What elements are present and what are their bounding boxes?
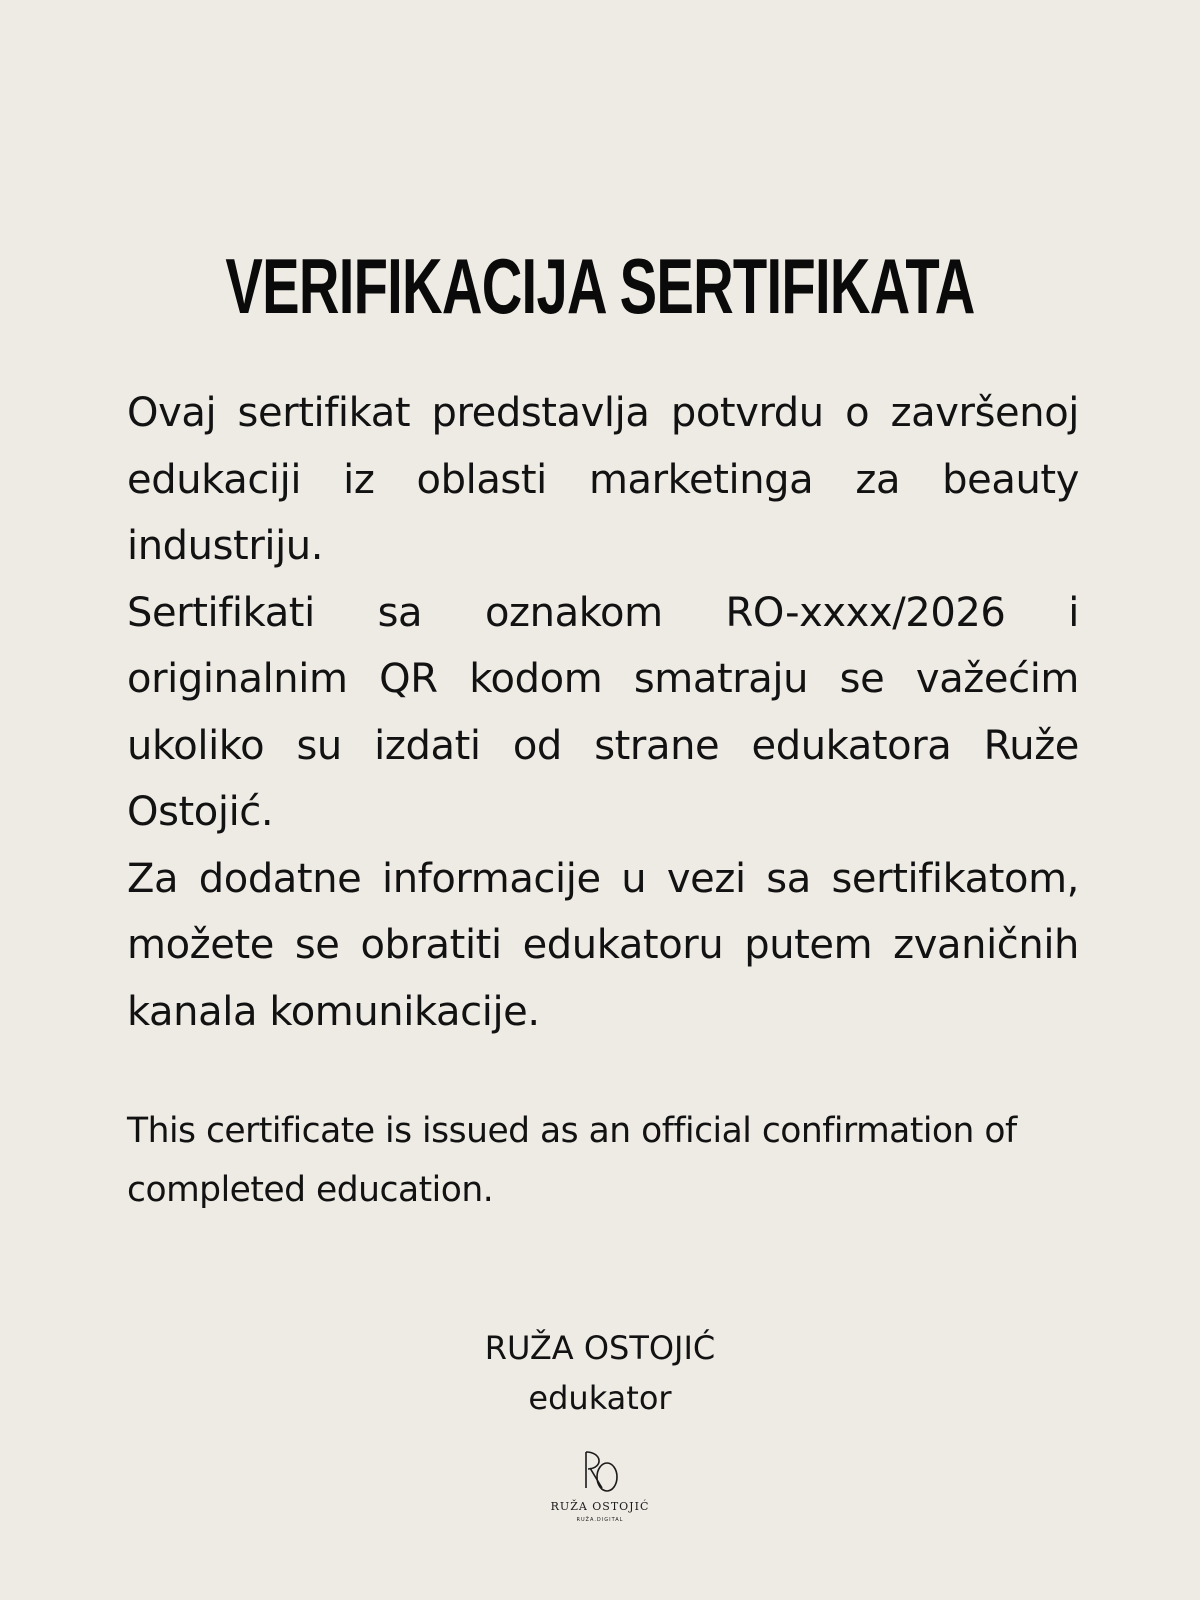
paragraph-contact-info: Za dodatne informacije u vezi sa sertifikatom, možete se obratiti edukatoru putem zvaničnih kanala komunikacije. xyxy=(127,855,1079,1035)
logo-subtitle: RUŽA.DIGITAL xyxy=(576,1517,624,1523)
logo-name: RUŽA OSTOJIĆ xyxy=(550,1500,650,1513)
educator-name: RUŽA OSTOJIĆ xyxy=(484,1329,716,1367)
verification-text xyxy=(127,380,1079,1045)
educator-role: edukator xyxy=(528,1379,672,1417)
page-title: VERIFIKACIJA SERTIFIKATA xyxy=(225,242,975,330)
brand-logo xyxy=(540,1446,660,1536)
paragraph-certificate-validity: Sertifikati sa oznakom RO-xxxx/2026 i originalnim QR kodom smatraju se važećim ukoliko su izdati od strane edukatora Ruže Ostojić. xyxy=(127,589,1079,835)
paragraph-certificate-purpose: Ovaj sertifikat predstavlja potvrdu o završenoj edukaciji iz oblasti marketinga za beauty industriju. xyxy=(127,390,1079,569)
monogram-icon xyxy=(586,1452,617,1491)
english-note: This certificate is issued as an official confirmation of completed education. xyxy=(127,1111,1017,1210)
